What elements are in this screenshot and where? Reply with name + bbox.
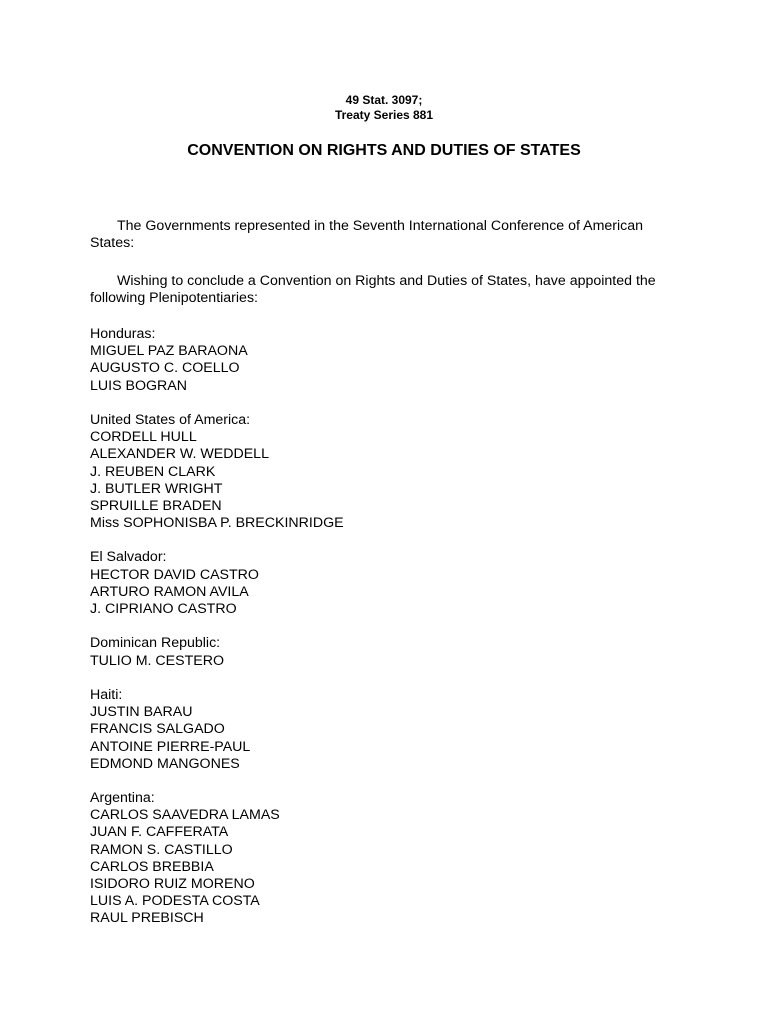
delegation-list [90, 326, 344, 945]
plenipotentiary-name: RAUL PREBISCH [90, 910, 204, 927]
intro-paragraph-plenipotentiaries [90, 273, 680, 307]
delegation-block [90, 326, 344, 395]
delegation-block [90, 790, 344, 928]
plenipotentiary-name: EDMOND MANGONES [90, 755, 240, 772]
delegation-country: Dominican Republic: [90, 635, 221, 652]
delegation-block [90, 635, 344, 669]
plenipotentiary-name: LUIS A. PODESTA COSTA [90, 893, 260, 910]
plenipotentiary-name: J. REUBEN CLARK [90, 463, 216, 480]
delegation-country: El Salvador: [90, 549, 167, 566]
plenipotentiary-name: ANTOINE PIERRE-PAUL [90, 738, 251, 755]
delegation-country: United States of America: [90, 411, 251, 428]
treaty-citation [0, 93, 768, 123]
plenipotentiary-name: SPRUILLE BRADEN [90, 497, 222, 514]
plenipotentiary-name: ALEXANDER W. WEDDELL [90, 446, 269, 463]
intro-paragraph-governments [90, 218, 680, 252]
citation-statute: 49 Stat. 3097; [345, 93, 423, 107]
intro-paragraph-line: The Governments represented in the Seventh International Conference of American [117, 218, 644, 234]
plenipotentiary-name: ISIDORO RUIZ MORENO [90, 876, 255, 892]
intro-paragraph-line: States: [90, 235, 135, 252]
plenipotentiary-name: CORDELL HULL [90, 429, 197, 446]
plenipotentiary-name: J. CIPRIANO CASTRO [90, 601, 237, 617]
plenipotentiary-name: RAMON S. CASTILLO [90, 841, 233, 858]
intro-paragraph-line: Wishing to conclude a Convention on Rights and Duties of States, have appointed the [117, 273, 656, 289]
plenipotentiary-name: HECTOR DAVID CASTRO [90, 566, 259, 583]
citation-treaty-series: Treaty Series 881 [334, 108, 434, 122]
plenipotentiary-name: MIGUEL PAZ BARAONA [90, 343, 248, 360]
plenipotentiary-name: CARLOS SAAVEDRA LAMAS [90, 807, 280, 824]
delegation-country: Haiti: [90, 686, 123, 703]
plenipotentiary-name: FRANCIS SALGADO [90, 721, 225, 738]
delegation-block [90, 549, 344, 618]
plenipotentiary-name: ARTURO RAMON AVILA [90, 583, 249, 600]
plenipotentiary-name: Miss SOPHONISBA P. BRECKINRIDGE [90, 515, 344, 532]
plenipotentiary-name: JUSTIN BARAU [90, 704, 193, 721]
delegation-country: Argentina: [90, 790, 155, 807]
plenipotentiary-name: CARLOS BREBBIA [90, 858, 214, 875]
intro-paragraph-line: following Plenipotentiaries: [90, 290, 258, 307]
plenipotentiary-name: AUGUSTO C. COELLO [90, 360, 240, 377]
delegation-country: Honduras: [90, 326, 156, 342]
plenipotentiary-name: J. BUTLER WRIGHT [90, 480, 223, 497]
plenipotentiary-name: TULIO M. CESTERO [90, 652, 225, 669]
document-title: CONVENTION ON RIGHTS AND DUTIES OF STATES [187, 142, 581, 159]
plenipotentiary-name: JUAN F. CAFFERATA [90, 824, 229, 841]
delegation-block [90, 412, 344, 532]
plenipotentiary-name: LUIS BOGRAN [90, 377, 187, 394]
delegation-block [90, 687, 344, 773]
